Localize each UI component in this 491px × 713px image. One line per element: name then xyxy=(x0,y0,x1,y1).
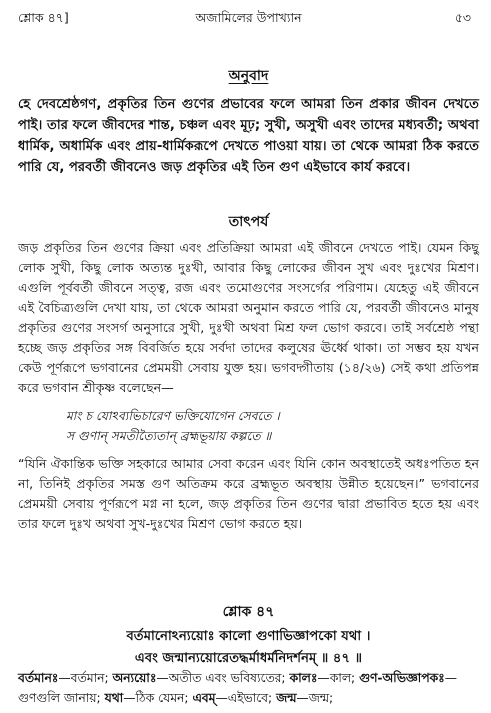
verse-reference: শ্লোক ৪৭] xyxy=(18,10,69,25)
verse-line-2: এবং জন্মান্যয়োরেতদ্ধর্মাধর্মনিদর্শনম্ ॥ ৪৭ ॥ xyxy=(134,651,363,666)
synonym-meaning: —জন্ম; xyxy=(296,691,334,705)
synonym-term: এবম্ xyxy=(192,691,216,705)
verse-section xyxy=(18,600,479,670)
translation-heading: অনুবাদ xyxy=(228,68,269,84)
gita-quote-line-1: মাং চ যোঽব্যভিচারেণ ভক্তিযোগেন সেবতে । xyxy=(66,409,280,423)
gita-quote-line-2: স গুণান্ সমতীত্যৈতান্ ব্রহ্মভূয়ায় কল্পতে ॥ xyxy=(66,429,272,443)
synonym-term: জন্ম xyxy=(276,691,297,705)
verse-heading: শ্লোক ৪৭ xyxy=(222,604,275,620)
purport-paragraph-1: জড় প্রকৃতির তিন গুণের ক্রিয়া এবং প্রতিক্রিয়া আমরা এই জীবনে দেখতে পাই। যেমন কিছু লোক সুখী, কিছু লোক অত্যন্ত দুঃখী, আবার কিছু লোকের জীবন সুখ এবং দুঃখের মিশ্রণ। এগুলি পূর্ববর্তী জীবনে সত্ত্ব, রজ এবং তমোগুণের সংসর্গের পরিণাম। যেহেতু এই জীবনে এই বৈচিত্র্যগুলি দেখা যায়, তা থেকে আমরা অনুমান করতে পারি যে, পরবর্তী জীবনেও মানুষ প্রকৃতির গুণের সংসর্গ অনুসারে সুখী, দুঃখী অথবা মিশ্র ফল ভোগ করবে। তাই সর্বশ্রেষ্ঠ পন্থা হচ্ছে জড় প্রকৃতির সঙ্গ বিবর্জিত হয়ে সর্বদা তাদের কলুষের ঊর্ধ্বে থাকা। তা সম্ভব হয় যখন কেউ পূর্ণরূপে ভগবানের প্রেমময়ী সেবায় যুক্ত হয়। ভগবদ্গীতায় (১৪/২৬) সেই কথা প্রতিপন্ন করে ভগবান শ্রীকৃষ্ণ বলেছেন— xyxy=(18,240,479,395)
purport-section xyxy=(18,210,479,534)
synonym-term: যথা xyxy=(104,691,124,705)
synonyms-text xyxy=(18,668,479,708)
page-header xyxy=(18,10,479,32)
synonym-meaning: —এইভাবে; xyxy=(215,691,277,705)
synonym-term: গুণ-অভিজ্ঞাপকঃ xyxy=(359,671,445,685)
synonym-term: বর্তমানঃ xyxy=(18,671,59,685)
chapter-title: অজামিলের উপাখ্যান xyxy=(195,10,302,25)
synonym-meaning: —গুণগুলি জানায়; xyxy=(18,671,457,705)
verse-line-1: বর্তমানোঽন্যয়োঃ কালো গুণাভিজ্ঞাপকো যথা । xyxy=(126,629,371,644)
synonym-term: কালঃ xyxy=(289,671,318,685)
translation-text: হে দেবশ্রেষ্ঠগণ, প্রকৃতির তিন গুণের প্রভাবের ফলে আমরা তিন প্রকার জীবন দেখতে পাই। তার ফলে জীবদের শান্ত, চঞ্চল এবং মূঢ়; সুখী, অসুখী এবং তাদের মধ্যবর্তী; অথবা ধার্মিক, অধার্মিক এবং প্রায়-ধার্মিকরূপে দেখতে পাওয়া যায়। তা থেকে আমরা ঠিক করতে পারি যে, পরবর্তী জীবনেও জড় প্রকৃতির এই তিন গুণ এইভাবে কার্য করবে। xyxy=(18,97,479,175)
purport-paragraph-2: “যিনি ঐকান্তিক ভক্তি সহকারে আমার সেবা করেন এবং যিনি কোন অবস্থাতেই অধঃপতিত হন না, তিনিই প্রকৃতির সমস্ত গুণ অতিক্রম করে ব্রহ্মভূত অবস্থায় উন্নীত হয়েছেন।” ভগবানের প্রেমময়ী সেবায় পূর্ণরূপে মগ্ন না হলে, জড় প্রকৃতির তিন গুণের দ্বারা প্রভাবিত হতে হয় এবং তার ফলে দুঃখ অথবা সুখ-দুঃখের মিশ্রণ ভোগ করতে হয়। xyxy=(18,456,479,531)
synonym-meaning: —অতীত এবং ভবিষ্যতের; xyxy=(156,671,290,685)
synonym-meaning: —কাল; xyxy=(317,671,360,685)
synonym-meaning: —বর্তমান; xyxy=(58,671,113,685)
translation-section xyxy=(18,64,479,178)
page-number: ৫৩ xyxy=(454,10,471,25)
synonym-term: অন্যয়োঃ xyxy=(112,671,157,685)
purport-heading: তাৎপর্য xyxy=(228,214,269,230)
synonym-meaning: —ঠিক যেমন; xyxy=(123,691,193,705)
gita-quote xyxy=(18,406,479,446)
